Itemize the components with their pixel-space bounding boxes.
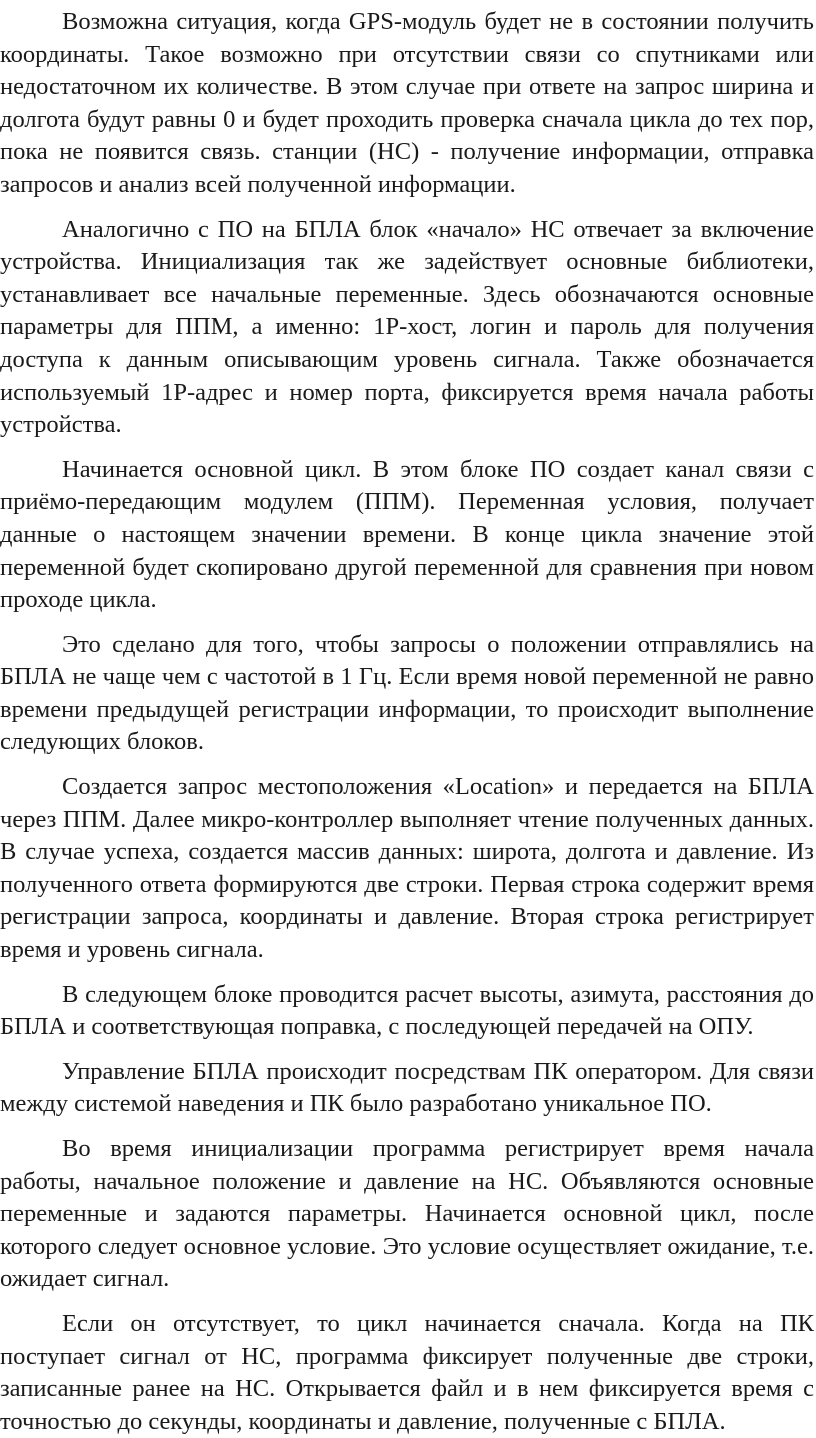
paragraph-uav-control: Управление БПЛА происходит посредствам ПК оператором. Для связи между системой наведения и ПК было разработано уникальное ПО.: [0, 1057, 814, 1118]
paragraph-location-request: Создается запрос местоположения «Location» и передается на БПЛА через ППМ. Далее микро-контроллер выполняет чтение полученных данных. В случае успеха, создается массив данных: широта, долгота и давление. Из полученного ответа формируются две строки. Первая строка содержит время регистрации запроса, координаты и давление. Вторая строка регистрирует время и уровень сигнала.: [0, 773, 814, 964]
paragraph-initialization: Аналогично с ПО на БПЛА блок «начало» НС отвечает за включение устройства. Инициализация так же задействует основные библиотеки, устанавливает все начальные переменные. Здесь обозначаются основные параметры для ППМ, а именно: 1Р-хост, логин и пароль для получения доступа к данным описывающим уровень сигнала. Также обозначается используемый 1Р-адрес и номер порта, фиксируется время начала работы устройства.: [0, 215, 814, 439]
paragraph-calculation-block: В следующем блоке проводится расчет высоты, азимута, расстояния до БПЛА и соответствующая поправка, с последующей передачей на ОПУ.: [0, 980, 814, 1041]
paragraph-program-initialization: Во время инициализации программа регистрирует время начала работы, начальное положение и давление на НС. Объявляются основные переменные и задаются параметры. Начинается основной цикл, после которого следует основное условие. Это условие осуществляет ожидание, т.е. ожидает сигнал.: [0, 1135, 814, 1293]
paragraph-gps-failure: Возможна ситуация, когда GPS-модуль будет не в состоянии получить координаты. Такое возможно при отсутствии связи со спутниками или недостаточном их количестве. В этом случае при ответе на запрос ширина и долгота будут равны 0 и будет проходить проверка сначала цикла до тех пор, пока не появится связь. станции (НС) - получение информации, отправка запросов и анализ всей полученной информации.: [0, 8, 814, 198]
paragraph-request-frequency: Это сделано для того, чтобы запросы о положении отправлялись на БПЛА не чаще чем с частотой в 1 Гц. Если время новой переменной не равно времени предыдущей регистрации информации, то происходит выполнение следующих блоков.: [0, 630, 814, 756]
paragraph-main-loop: Начинается основной цикл. В этом блоке ПО создает канал связи с приёмо-передающим модулем (ППМ). Переменная условия, получает данные о настоящем значении времени. В конце цикла значение этой переменной будет скопировано другой переменной для сравнения при новом проходе цикла.: [0, 455, 814, 614]
document-page: [0, 6, 814, 1438]
paragraph-signal-handling: Если он отсутствует, то цикл начинается сначала. Когда на ПК поступает сигнал от НС, программа фиксирует полученные две строки, записанные ранее на НС. Открывается файл и в нем фиксируется время с точностью до секунды, координаты и давление, полученные с БПЛА.: [0, 1309, 814, 1435]
